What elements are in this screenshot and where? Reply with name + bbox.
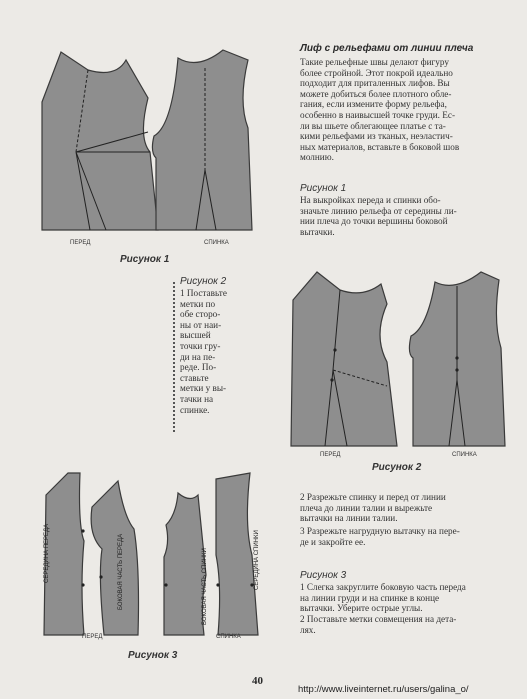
figure-1-back-label: СПИНКА	[204, 240, 229, 246]
piece-label-center-back: СЕРЕДИНА СПИНКИ	[254, 530, 260, 590]
figure-2-front-label: ПЕРЕД	[320, 452, 341, 458]
figure-3-front-label: ПЕРЕД	[82, 634, 103, 640]
figure-3-step-1: 1 Слегка закруглите боковую часть переда на линии груди и на спинке в конце вытачки. Уберите острые углы.	[300, 582, 466, 614]
figure-1-diagram	[30, 40, 275, 250]
piece-label-center-front: СЕРЕДИНА ПЕРЕДА	[44, 523, 50, 583]
article-title: Лиф с рельефами от линии плеча	[300, 43, 474, 54]
figure-3-heading: Рисунок 3	[300, 570, 347, 581]
front-bodice-piece	[42, 52, 158, 230]
piece-label-side-back: БОКОВАЯ ЧАСТЬ СПИНКИ	[202, 548, 208, 625]
figure-1-caption: Рисунок 1	[120, 254, 170, 265]
figure-2-diagram	[285, 262, 515, 457]
page-number: 40	[252, 675, 263, 687]
figure-2-heading: Рисунок 2	[180, 276, 227, 287]
figure-2-back-label: СПИНКА	[452, 452, 477, 458]
figure-1-text: На выкройках переда и спинки обо- значьте линию рельефа от середины ли- нии плеча до точки вершины боковой вытачки.	[300, 195, 457, 237]
center-back-piece	[216, 473, 258, 635]
back-bodice-piece	[152, 50, 252, 230]
figure-2-caption: Рисунок 2	[372, 462, 422, 473]
figure-1-heading: Рисунок 1	[300, 183, 347, 194]
dotted-divider	[173, 282, 175, 432]
front-bodice-piece-cut	[291, 272, 397, 446]
figure-2-step-2: 2 Разрежьте спинку и перед от линии плеча до линии талии и вырежьте вытачки на линии талии.	[300, 492, 446, 524]
article-intro: Такие рельефные швы делают фигуру более стройной. Этот покрой идеально подходит для приталенных лифов. Вы можете добиться более плотного обле- гания, если измените форму рельефа, особенно в наивысшей точке груди. Ес- ли вы шьете облегающее платье с та- кими рельефами из тканых, неэластич- ных материалов, вставьте в боковой шов молнию.	[300, 57, 460, 163]
center-front-piece	[44, 473, 84, 635]
figure-3-caption: Рисунок 3	[128, 650, 178, 661]
figure-2-step-3: 3 Разрежьте нагрудную вытачку на пере- де и закройте ее.	[300, 526, 460, 547]
piece-label-side-front: БОКОВАЯ ЧАСТЬ ПЕРЕДА	[118, 533, 124, 610]
figure-3-back-label: СПИНКА	[216, 634, 241, 640]
figure-1-front-label: ПЕРЕД	[70, 240, 91, 246]
side-front-piece	[91, 481, 138, 635]
figure-3-diagram	[38, 465, 278, 645]
figure-3-step-2: 2 Поставьте метки совмещения на дета- лях.	[300, 614, 457, 635]
side-back-piece	[164, 493, 206, 635]
source-url: http://www.liveinternet.ru/users/galina_o/	[298, 684, 469, 695]
figure-2-step-1: 1 Поставьте метки по обе сторо- ны от наи- высшей точки гру- ди на пе- реде. По- ставьте метки у вы- тачки на спинке.	[180, 288, 227, 415]
